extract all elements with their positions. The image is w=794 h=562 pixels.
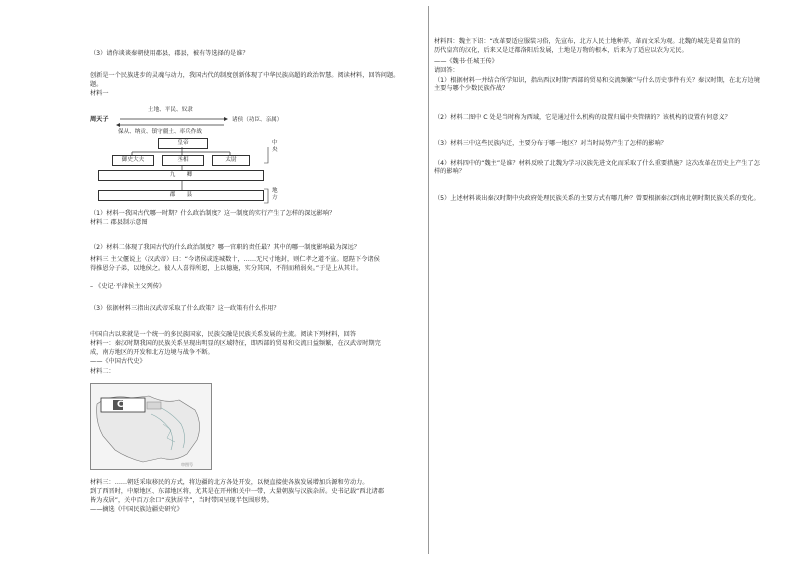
diagram-box-chancellor: 丞相 bbox=[162, 155, 204, 166]
diagram-bottom-label: 保从、纳贡、镇守疆土、率兵作战 bbox=[118, 129, 202, 135]
diagram-top-label: 土地、平民、奴隶 bbox=[148, 107, 193, 113]
diagram-feudal-lords: 诸侯（功臣、亲属） bbox=[232, 117, 283, 123]
map-caption: 审图号 bbox=[181, 462, 193, 467]
diagram-box-grand-commandant: 太尉 bbox=[212, 155, 250, 166]
answer-prompt: 请回答： bbox=[434, 67, 459, 74]
intro-2-line-2: 材料一：秦汉时期我国的民族关系呈现出明显的区域特征，即西部的贸易和交流日益频繁，在汉武帝时期完 bbox=[90, 340, 381, 347]
source-4: ——《魏书·任城王传》 bbox=[434, 58, 498, 65]
material-3-line-2: 得推恩分子弟，以地侯之。彼人人喜得所愿，上以德施，实分其国，不削而稍弱矣。”于是上从其计。 bbox=[90, 265, 363, 272]
material-3b-line-1: 材料三：……朝廷采取移民的方式，将边疆的北方各处开发，以便直接使各族发展增加兵源和劳动力。 bbox=[90, 479, 369, 486]
material-3b-line-2: 到了西晋时，中原地区、东部地区将，尤其是在开州和关中一带，大量朝族与汉族杂居。史书记载“西北诸郡 bbox=[90, 488, 385, 495]
source-2: ——《中国古代史》 bbox=[90, 358, 146, 365]
intro-2-line-1: 中国自古以来就是一个统一的多民族国家，民族交融是民族关系发展的主流。阅读下列材料，回答 bbox=[90, 331, 357, 338]
question-2: （2）材料二体现了我国古代的什么政治制度？哪一官职的责任最？其中的哪一制度影响最为深远？ bbox=[90, 244, 360, 251]
intro-2-line-3: 成，南方地区的开发和北方边境与战争不断。 bbox=[90, 349, 214, 356]
right-question-2: （2）材料二图中 C 处是当时称为西域，它是通过什么机构的设置归属中央管辖的？该机构的设置有何意义？ bbox=[434, 114, 731, 121]
right-question-4: （4）材料四中的“魏主”是谁？材料反映了北魏为学习汉族先进文化而采取了什么重要措施？这次改革在历史上产生了怎样的影响？ bbox=[434, 160, 760, 176]
right-question-5: （5）上述材料谈出秦汉时期中央政府处理民族关系的主要方式有哪几种？曾要根据秦汉到南北朝时期民族关系的变化。 bbox=[434, 195, 760, 202]
material-3b-line-3: 皆为戎居”，关中百万余口“戎狄居半”，当时带国呈现半包围形势。 bbox=[90, 497, 273, 504]
map-region-c-label: C bbox=[117, 400, 124, 410]
diagram-box-emperor: 皇帝 bbox=[158, 138, 208, 149]
question-1: （1）材料一我国古代哪一时期？什么政治制度？这一制度的实行产生了怎样的深远影响？ bbox=[90, 210, 336, 217]
diagram-box-commanderies: 郡 县 bbox=[98, 190, 264, 201]
question-3-first: （3）请你谈谈秦朝使用郡县，郡县，被有等选择的是谁？ bbox=[90, 50, 249, 57]
intro-paragraph-tail: 题。 bbox=[90, 81, 103, 88]
material-4-line-2: 历代皇宫的汉化，后来又是迁都洛阳后发展，土地是万物的根本，后来为了适应以农为元民。 bbox=[434, 47, 688, 54]
map-graphic bbox=[91, 384, 211, 469]
material-1-label: 材料一 bbox=[90, 90, 109, 97]
diagram-zhou-king: 周天子 bbox=[90, 116, 109, 123]
political-system-diagram bbox=[90, 78, 290, 228]
diagram-local-label: 地方 bbox=[272, 188, 278, 201]
diagram-box-nine-ministers: 九 卿 bbox=[98, 170, 264, 181]
material-2-label: 材料二 郡县制示意图 bbox=[90, 219, 148, 226]
han-dynasty-map bbox=[90, 383, 212, 470]
material-2b-label: 材料二： bbox=[90, 368, 115, 375]
column-divider bbox=[428, 6, 429, 554]
right-question-1: （1）根据材料一并结合所学知识，指出西汉时期“西部的贸易和交流频繁”与什么历史事件有关？秦汉时期，在北方边境主要与哪个少数民族作战？ bbox=[434, 77, 760, 93]
right-question-3: （3）材料三中这些民族内迁，主要分布于哪一地区？对当时局势产生了怎样的影响？ bbox=[434, 140, 667, 147]
material-4-line-1: 材料四：魏主下诏：“改革要适应服装习俗，先宣布，北方人民土地种养，革而文采为观。北魏的城先是着皇宫的 bbox=[434, 38, 741, 45]
question-3-second: （3）依据材料三指出汉武帝采取了什么政策？这一政策有什么作用？ bbox=[90, 305, 280, 312]
intro-paragraph: 创新是一个民族进步的灵魂与动力，我国古代的制度创新体现了中华民族高超的政治智慧。阅读材料，回答问题。 bbox=[90, 72, 400, 79]
source-3: ——摘选《中国民族边疆史研究》 bbox=[90, 506, 183, 513]
diagram-central-label: 中央 bbox=[272, 140, 278, 153]
material-3-line-1: 材料三 主父偃说上（汉武帝）曰：“今诸侯或连城数十，……无尺寸地封，则仁孝之道不宣。愿陛下令诸侯 bbox=[90, 256, 380, 263]
diagram-box-censor: 御史大夫 bbox=[112, 155, 154, 166]
source-1: – 《史记·平津侯主父列传》 bbox=[90, 283, 166, 290]
